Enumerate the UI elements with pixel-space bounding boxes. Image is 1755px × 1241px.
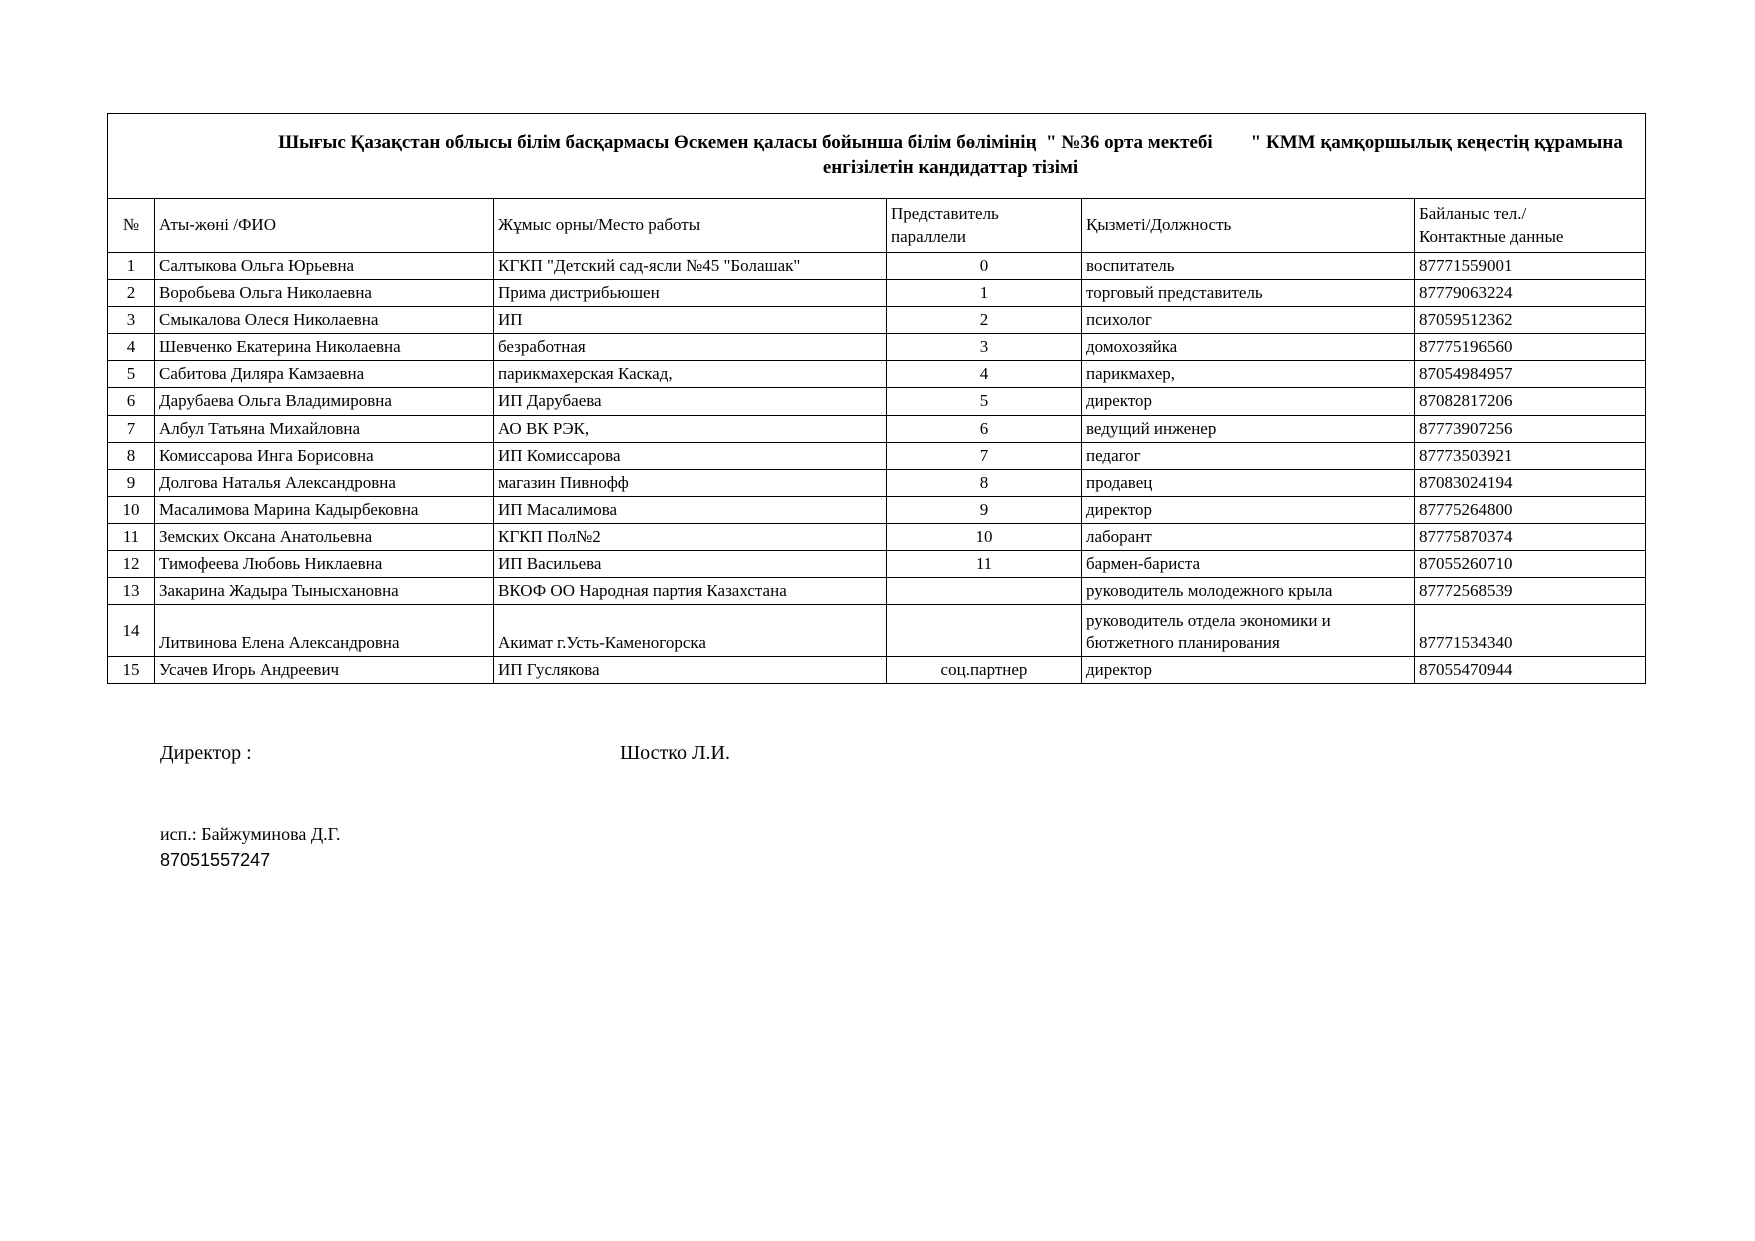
person-name: Тимофеева Любовь Никлаевна [155,551,494,578]
row-number: 4 [108,334,155,361]
row-number: 15 [108,657,155,684]
title-row [108,114,1646,199]
table-row [108,442,1646,469]
document-title: Шығыс Қазақстан облысы білім басқармасы Өскемен қаласы бойынша білім бөлімінің " №36 орта мектебі " КММ қамқоршылық кеңестің құрамына енгізілетін кандидаттар тізімі [108,114,1646,199]
column-header-number: № [108,199,155,253]
parallel-representative [887,605,1082,657]
row-number: 9 [108,469,155,496]
parallel-representative: 7 [887,442,1082,469]
table-row [108,469,1646,496]
table-row [108,551,1646,578]
contact-phone: 87773503921 [1415,442,1646,469]
candidates-table [107,113,1646,684]
parallel-representative [887,578,1082,605]
parallel-representative: 3 [887,334,1082,361]
person-name: Литвинова Елена Александровна [155,605,494,657]
person-name: Земских Оксана Анатольевна [155,523,494,550]
table-row [108,388,1646,415]
contact-phone: 87083024194 [1415,469,1646,496]
position: директор [1082,657,1415,684]
position: бармен-бариста [1082,551,1415,578]
row-number: 7 [108,415,155,442]
table-row [108,280,1646,307]
executor-name: исп.: Байжуминова Д.Г. [160,824,341,844]
person-name: Закарина Жадыра Тынысхановна [155,578,494,605]
contact-phone: 87773907256 [1415,415,1646,442]
position: продавец [1082,469,1415,496]
workplace: КГКП Пол№2 [494,523,887,550]
row-number: 5 [108,361,155,388]
column-header-name: Аты-жөні /ФИО [155,199,494,253]
person-name: Масалимова Марина Кадырбековна [155,496,494,523]
contact-phone: 87771534340 [1415,605,1646,657]
workplace: КГКП "Детский сад-ясли №45 "Болашак" [494,253,887,280]
parallel-representative: 9 [887,496,1082,523]
position: лаборант [1082,523,1415,550]
row-number: 6 [108,388,155,415]
contact-phone: 87771559001 [1415,253,1646,280]
person-name: Дарубаева Ольга Владимировна [155,388,494,415]
workplace: ИП Масалимова [494,496,887,523]
row-number: 3 [108,307,155,334]
parallel-representative: 2 [887,307,1082,334]
row-number: 14 [108,605,155,657]
contact-phone: 87055470944 [1415,657,1646,684]
parallel-representative: соц.партнер [887,657,1082,684]
director-label: Директор : [160,742,252,764]
workplace: ВКОФ ОО Народная партия Казахстана [494,578,887,605]
position: торговый представитель [1082,280,1415,307]
position: руководитель молодежного крыла [1082,578,1415,605]
position: директор [1082,388,1415,415]
person-name: Смыкалова Олеся Николаевна [155,307,494,334]
workplace: ИП Васильева [494,551,887,578]
person-name: Албул Татьяна Михайловна [155,415,494,442]
row-number: 1 [108,253,155,280]
column-header-parallel: Представитель параллели [887,199,1082,253]
table-row [108,253,1646,280]
workplace: ИП Комиссарова [494,442,887,469]
header-row [108,199,1646,253]
parallel-representative: 6 [887,415,1082,442]
workplace: ИП Дарубаева [494,388,887,415]
workplace: АО ВК РЭК, [494,415,887,442]
parallel-representative: 11 [887,551,1082,578]
person-name: Долгова Наталья Александровна [155,469,494,496]
row-number: 10 [108,496,155,523]
parallel-representative: 8 [887,469,1082,496]
contact-phone: 87082817206 [1415,388,1646,415]
position: психолог [1082,307,1415,334]
table-row [108,307,1646,334]
position: директор [1082,496,1415,523]
table-row [108,361,1646,388]
workplace: магазин Пивнофф [494,469,887,496]
table-row [108,334,1646,361]
position: педагог [1082,442,1415,469]
column-header-workplace: Жұмыс орны/Место работы [494,199,887,253]
contact-phone: 87055260710 [1415,551,1646,578]
person-name: Усачев Игорь Андреевич [155,657,494,684]
table-row [108,605,1646,657]
table-row [108,657,1646,684]
workplace: Акимат г.Усть-Каменогорска [494,605,887,657]
table-row [108,415,1646,442]
position: ведущий инженер [1082,415,1415,442]
director-name: Шостко Л.И. [620,742,730,764]
contact-phone: 87054984957 [1415,361,1646,388]
executor-phone: 87051557247 [160,850,271,870]
position: руководитель отдела экономики и бютжетного планирования [1082,605,1415,657]
row-number: 11 [108,523,155,550]
column-header-contacts: Байланыс тел./ Контактные данные [1415,199,1646,253]
contact-phone: 87779063224 [1415,280,1646,307]
person-name: Воробьева Ольга Николаевна [155,280,494,307]
position: парикмахер, [1082,361,1415,388]
parallel-representative: 5 [887,388,1082,415]
contact-phone: 87775264800 [1415,496,1646,523]
row-number: 13 [108,578,155,605]
table-row [108,523,1646,550]
contact-phone: 87772568539 [1415,578,1646,605]
contact-phone: 87775196560 [1415,334,1646,361]
contact-phone: 87059512362 [1415,307,1646,334]
position: воспитатель [1082,253,1415,280]
parallel-representative: 4 [887,361,1082,388]
workplace: парикмахерская Каскад, [494,361,887,388]
contact-phone: 87775870374 [1415,523,1646,550]
workplace: Прима дистрибьюшен [494,280,887,307]
parallel-representative: 1 [887,280,1082,307]
person-name: Салтыкова Ольга Юрьевна [155,253,494,280]
workplace: ИП [494,307,887,334]
parallel-representative: 0 [887,253,1082,280]
column-header-position: Қызметі/Должность [1082,199,1415,253]
table-row [108,496,1646,523]
table-row [108,578,1646,605]
workplace: ИП Гуслякова [494,657,887,684]
row-number: 8 [108,442,155,469]
person-name: Сабитова Диляра Камзаевна [155,361,494,388]
row-number: 2 [108,280,155,307]
person-name: Шевченко Екатерина Николаевна [155,334,494,361]
row-number: 12 [108,551,155,578]
parallel-representative: 10 [887,523,1082,550]
person-name: Комиссарова Инга Борисовна [155,442,494,469]
position: домохозяйка [1082,334,1415,361]
workplace: безработная [494,334,887,361]
